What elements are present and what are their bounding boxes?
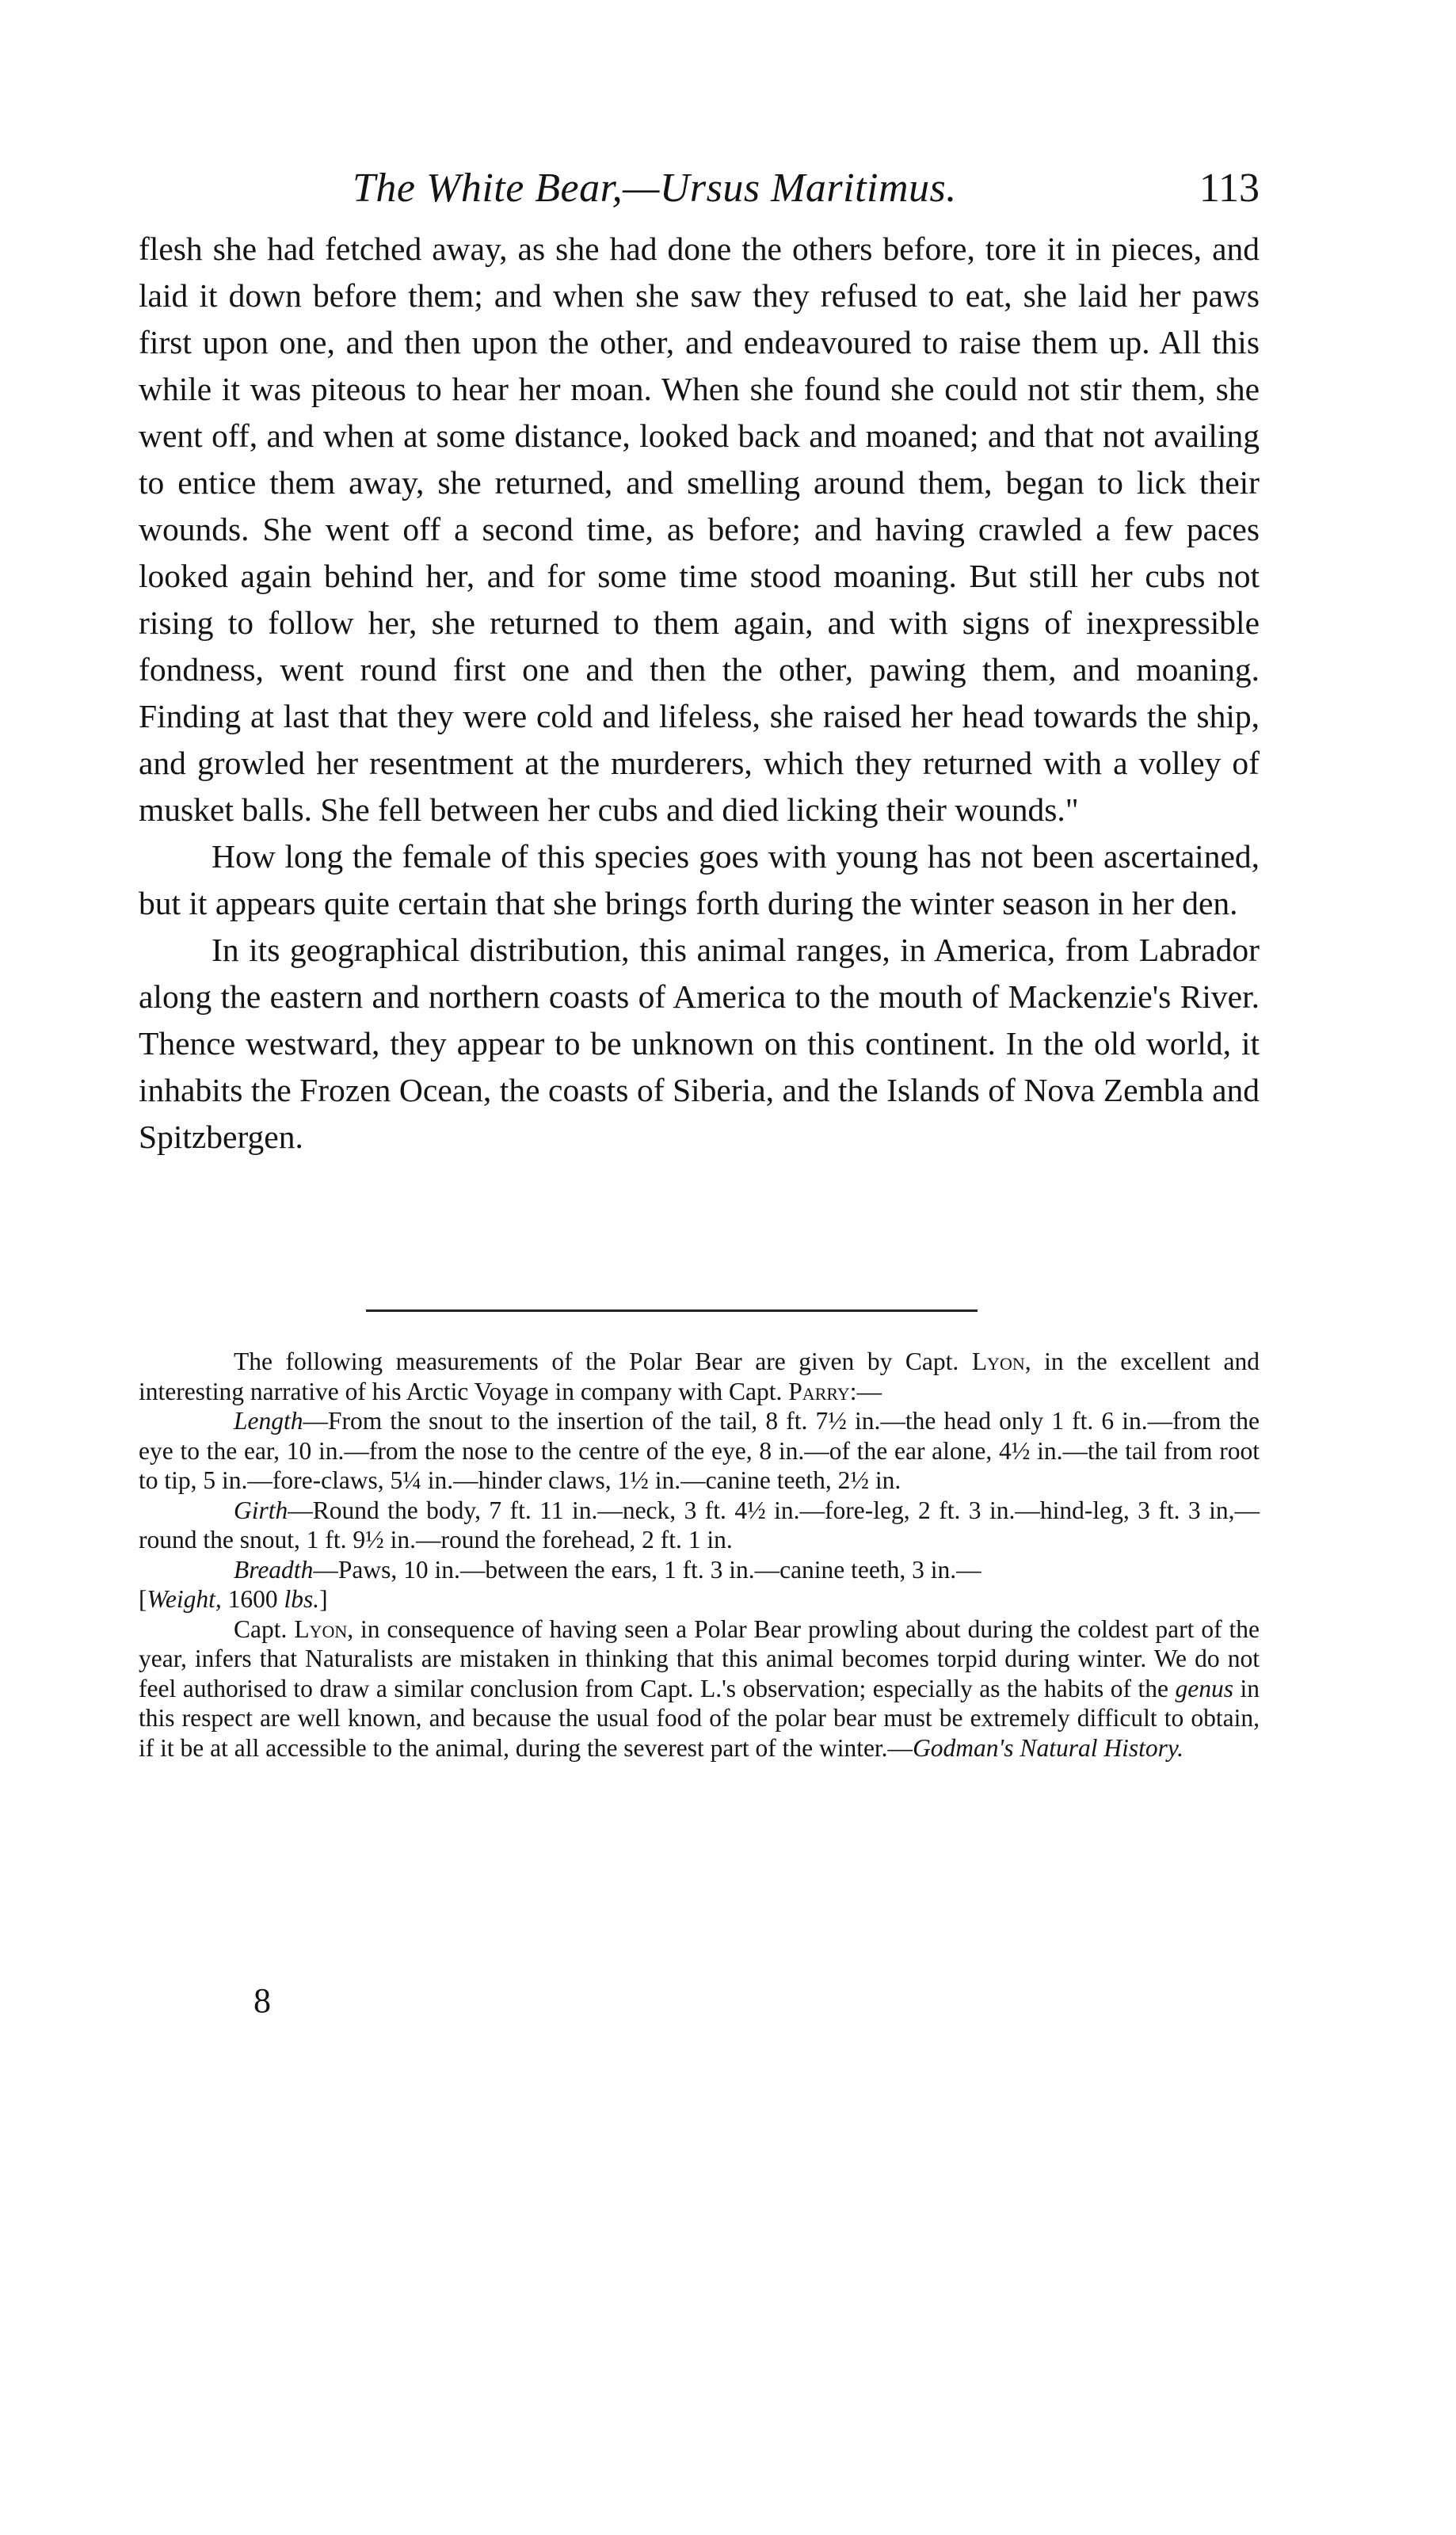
paragraph-gestation: How long the female of this species goes with young has not been ascertained, but it appears quite certain that she brings forth during the winter season in her den. bbox=[139, 838, 1260, 921]
running-title: The White Bear,—Ursus Maritimus. bbox=[353, 166, 957, 211]
lyon-note-capt: Capt. bbox=[234, 1614, 288, 1643]
weight-close-bracket: ] bbox=[319, 1585, 328, 1613]
lyon-note-genus: genus bbox=[1175, 1674, 1233, 1702]
breadth-text: —Paws, 10 in.—between the ears, 1 ft. 3 in.—canine teeth, 3 in.— bbox=[313, 1555, 981, 1584]
breadth-label: Breadth bbox=[234, 1555, 314, 1584]
lyon-note-source: Godman's Natural History. bbox=[913, 1733, 1183, 1762]
author-parry: Parry bbox=[788, 1377, 850, 1405]
main-text bbox=[139, 226, 1260, 1161]
footnote-divider bbox=[366, 1309, 978, 1312]
footnote-lyon-note bbox=[139, 1614, 1260, 1763]
footnote-intro-after: :— bbox=[849, 1377, 882, 1405]
length-text: —From the snout to the insertion of the tail, 8 ft. 7½ in.—the head only 1 ft. 6 in.—from the eye to the ear, 10 in.—from the nose to the centre of the eye, 8 in.—of the ear alone, 4½ in.—the tail from root to tip, 5 in.—fore-claws, 5¼ in.—hinder claws, 1½ in.—canine teeth, 2½ in. bbox=[139, 1407, 1260, 1494]
girth-label: Girth bbox=[234, 1496, 288, 1524]
lyon-note-text2: in this respect are well known, and because the usual food of the polar bear must be extremely difficult to obtain, if it be at all accessible to the animal, during the severest part of the winter.— bbox=[139, 1674, 1260, 1762]
lyon-note-name: Lyon bbox=[294, 1614, 348, 1643]
length-label: Length bbox=[234, 1407, 303, 1435]
footnote bbox=[139, 1347, 1260, 1763]
lyon-note-text1: , in consequence of having seen a Polar Bear prowling about during the coldest part of the year, infers that Naturalists are mistaken in thinking that this animal becomes torpid during winter. We do not feel authorised to draw a similar conclusion from Capt. L.'s observation; especially as the habits of the bbox=[139, 1614, 1260, 1702]
paragraph-continued: flesh she had fetched away, as she had done the others before, tore it in pieces, and laid it down before them; and when she saw they refused to eat, she laid her paws first upon one, and then upon the other, and endeavoured to raise them up. All this while it was piteous to hear her moan. When she found she could not stir them, she went off, and when at some distance, looked back and moaned; and that not availing to entice them away, she returned, and smelling around them, began to lick their wounds. She went off a second time, as before; and having crawled a few paces looked again behind her, and for some time stood moaning. But still her cubs not rising to follow her, she returned to them again, and with signs of inexpressible fondness, went round first one and then the other, pawing them, and moaning. Finding at last that they were cold and lifeless, she raised her head towards the ship, and growled her resentment at the murderers, which they returned with a volley of musket balls. She fell between her cubs and died licking their wounds." bbox=[139, 231, 1260, 828]
girth-text: —Round the body, 7 ft. 11 in.—neck, 3 ft. 4½ in.—fore-leg, 2 ft. 3 in.—hind-leg, 3 ft. 3 in,—round the snout, 1 ft. 9½ in.—round the forehead, 2 ft. 1 in. bbox=[139, 1496, 1260, 1553]
weight-unit: lbs. bbox=[284, 1585, 320, 1613]
footnote-intro bbox=[139, 1347, 1260, 1406]
weight-label: Weight, bbox=[147, 1585, 222, 1613]
measurement-weight bbox=[139, 1584, 1260, 1614]
signature-mark: 8 bbox=[253, 1981, 271, 2020]
author-lyon: Lyon bbox=[971, 1348, 1025, 1375]
footnote-intro-before: The following measurements of the Polar Bear are given by Capt. bbox=[234, 1348, 959, 1375]
paragraph-distribution: In its geographical distribution, this animal ranges, in America, from Labrador along the eastern and northern coasts of America to the mouth of Mackenzie's River. Thence westward, they appear to be unknown on this continent. In the old world, it inhabits the Frozen Ocean, the coasts of Siberia, and the Islands of Nova Zembla and Spitzbergen. bbox=[139, 932, 1260, 1155]
measurement-girth bbox=[139, 1496, 1260, 1555]
measurement-length bbox=[139, 1406, 1260, 1496]
weight-value: 1600 bbox=[221, 1585, 284, 1613]
measurement-breadth bbox=[139, 1555, 1260, 1585]
weight-open-bracket: [ bbox=[139, 1585, 147, 1613]
page-number: 113 bbox=[1199, 166, 1260, 211]
running-head bbox=[139, 165, 1260, 220]
footnote-intro-middle: , in the excellent and interesting narrative of his Arctic Voyage in company with Capt. bbox=[139, 1348, 1260, 1405]
